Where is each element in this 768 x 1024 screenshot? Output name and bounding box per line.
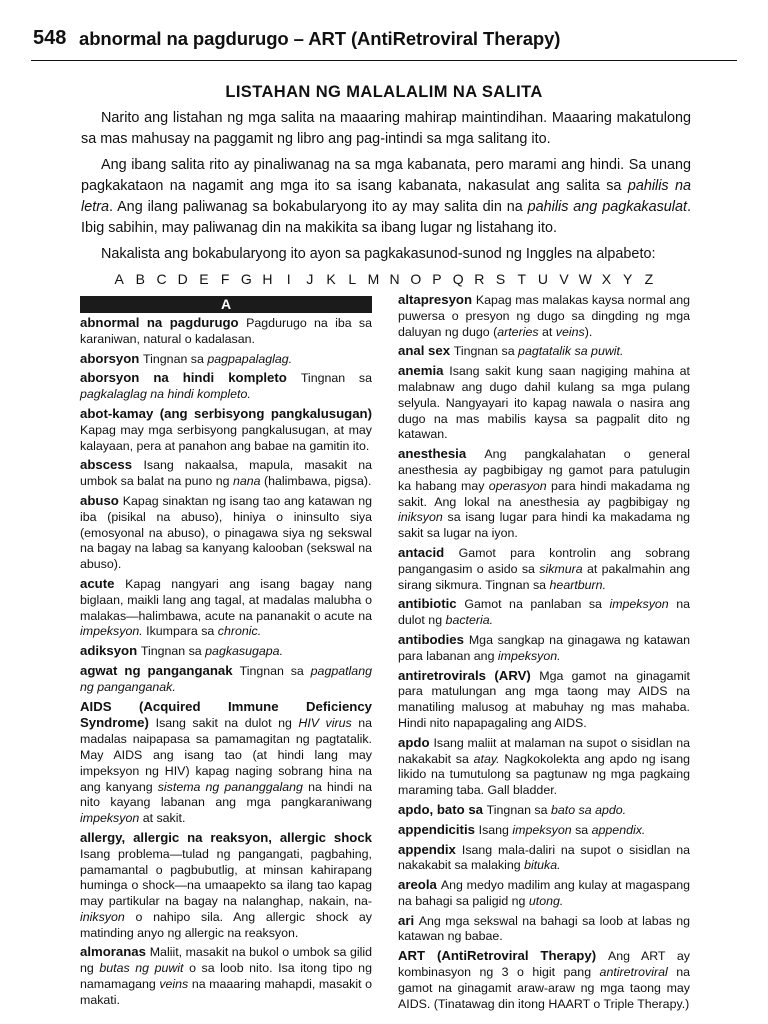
cross-reference: arteries [497, 324, 539, 339]
glossary-definition: Mga sangkap na ginagawa ng katawan para labanan ang [398, 632, 690, 663]
alphabet-letter: Z [644, 271, 654, 287]
glossary-definition: Ang medyo madilim ang kulay at magaspang na bahagi sa paligid ng [398, 878, 690, 908]
alphabet-letter: E [199, 271, 209, 287]
alphabet-letter: N [389, 271, 400, 287]
glossary-term: ari [398, 912, 415, 928]
alphabet-letter: M [367, 271, 380, 287]
glossary-definition: o sa loob nito. Isa itong tipo ng namamagang [80, 961, 372, 992]
glossary-term: abnormal na pagdurugo [80, 315, 239, 330]
cross-reference: utong. [528, 893, 564, 908]
cross-reference: chronic. [217, 624, 262, 639]
alphabet-letter: Q [452, 271, 464, 287]
alphabet-letter: R [474, 271, 485, 287]
glossary-term: ART (AntiRetroviral Therapy) [398, 948, 597, 964]
alphabet-letter: L [348, 271, 357, 287]
cross-reference: operasyon [488, 478, 547, 493]
glossary-definition: Ang mga sekswal na bahagi sa loob at labas ng katawan ng babae. [398, 913, 690, 944]
glossary-definition: at sakit. [142, 811, 186, 826]
alphabet-letter: K [326, 271, 336, 287]
cross-reference: atay. [473, 751, 500, 766]
alphabet-letter: S [495, 271, 506, 287]
glossary-definition: Isang maliit at malaman na supot o sisidlan na nakakabit sa [398, 735, 690, 766]
cross-reference: appendix. [591, 822, 646, 837]
cross-reference: impeksyon [512, 822, 572, 837]
glossary-term: antiretrovirals (ARV) [398, 667, 531, 683]
glossary-entry [80, 663, 372, 696]
glossary-term: anemia [398, 363, 444, 379]
glossary-entry [80, 643, 372, 660]
cross-reference: antiretroviral [599, 965, 668, 980]
glossary-entry [398, 446, 690, 542]
glossary-definition: Nagkokolekta ang apdo ng isang likido na tumutulong sa pagtunaw ng mga pagkaing maraming taba. Gall bladder. [398, 751, 690, 798]
cross-reference: bacteria. [445, 613, 494, 628]
glossary-definition: at pakalmahin ang sirang sikmura. Tingnan sa [398, 561, 690, 592]
alphabet-letter: P [432, 271, 442, 287]
glossary-term: apdo, bato sa [398, 801, 483, 817]
glossary-definition: o nahipo sila. Ang allergic shock ay matinding anyo ng allergic na reaksyon. [80, 909, 372, 940]
alphabet-letter: Y [622, 271, 633, 287]
glossary-term: apdo [398, 734, 430, 750]
glossary-definition: Isang nakaalsa, mapula, masakit na umbok sa balat na puno ng [80, 458, 372, 489]
glossary-definition: Tingnan sa [486, 802, 548, 817]
glossary-term: abscess [80, 457, 133, 473]
glossary-entry [398, 363, 690, 443]
glossary-definition: Maliit, masakit na bukol o umbok sa gilid ng [80, 945, 372, 976]
section-letter-header: A [80, 296, 372, 313]
cross-reference: sistema ng pananggalang [157, 779, 303, 794]
cross-reference: nana [232, 474, 261, 489]
alphabet-letter: H [262, 271, 273, 287]
glossary-entry [398, 343, 690, 360]
page-header [31, 26, 737, 61]
glossary-definition: Mga gamot na ginagamit para matulungan ang mga taong may AIDS na manatiling malusog at mabuhay ng mas mahaba. Hindi nito napapagaling ang AIDS. [398, 668, 690, 730]
cross-reference: iniksyon [398, 510, 443, 525]
alphabet-letter: A [114, 271, 124, 287]
cross-reference: HIV virus [298, 716, 352, 731]
glossary-entry [80, 493, 372, 573]
glossary-term: anal sex [398, 343, 451, 359]
glossary-definition: Gamot para kontrolin ang sobrang pangangasim o asido sa [398, 545, 690, 576]
glossary-definition: Kapag sinaktan ng isang tao ang katawan ng iba (pisikal na abuso), hiniya o ininsulto siya (emosyonal na abuso), o pinagawa siya ng sekswal na bagay na labag sa kanyang kalooban (sekswal na abuso). [80, 493, 372, 572]
glossary-definition: sa isang lugar para hindi ka makadama ng sakit sa lugar na iyon. [398, 510, 690, 541]
glossary-definition: Isang [478, 822, 509, 837]
glossary-entry [80, 406, 372, 454]
cross-reference: impeksyon [80, 811, 140, 826]
glossary-definition: na madalas naipapasa sa pamamagitan ng pagtatalik. May AIDS ang isang tao (at hindi lang may impeksyon ng HIV) kapag naging sobrang hina na ang kanyang [80, 716, 373, 794]
glossary-definition: Tingnan sa [140, 644, 202, 659]
cross-reference: impeksyon [609, 597, 669, 612]
glossary-entry [398, 735, 690, 799]
glossary-entry [398, 842, 690, 875]
glossary-definition: Tingnan sa [143, 351, 204, 366]
cross-reference: impeksyon. [497, 648, 561, 663]
glossary-term: AIDS (Acquired Immune Deficiency Syndrome) [80, 698, 372, 731]
cross-reference: bituka. [524, 858, 561, 873]
glossary-term: antibodies [398, 631, 464, 647]
glossary-definition: Gamot na panlaban sa [464, 597, 602, 612]
intro-paragraph-3: Nakalista ang bokabularyong ito ayon sa pagkakasunod-sunod ng Inggles na alpabeto: [101, 246, 656, 262]
glossary-term: almoranas [80, 944, 146, 960]
glossary-definition: na dulot ng [398, 597, 690, 628]
running-title: abnormal na pagdurugo – ART (AntiRetroviral Therapy) [79, 28, 561, 49]
cross-reference: pagkalaglag na hindi kompleto. [80, 387, 251, 402]
glossary-term: appendix [398, 841, 456, 857]
alphabet-letter: X [601, 271, 612, 287]
glossary-entry [80, 457, 372, 490]
glossary-term: acute [80, 575, 115, 591]
glossary-entry [398, 822, 690, 839]
cross-reference: butas ng puwit [99, 961, 184, 976]
cross-reference: impeksyon. [80, 624, 143, 639]
glossary-term: antacid [398, 544, 445, 560]
glossary-entry [80, 944, 372, 1008]
glossary-entry [398, 802, 690, 819]
intro-section [81, 108, 691, 270]
glossary-definition: Tingnan sa [453, 344, 515, 359]
cross-reference: pagtatalik sa puwit. [518, 344, 624, 359]
glossary-column-left [80, 296, 372, 1012]
glossary-definition: Isang mala-daliri na supot o sisidlan na nakakabit sa malaking [398, 842, 690, 873]
glossary-entry [398, 877, 690, 910]
glossary-definition: Kapag may mga serbisyong pangkalusugan, at may kalayaan, pera at panahon ang babae na gamitin ito. [80, 422, 372, 453]
glossary-definition: Ang ART ay kombinasyon ng 3 o higit pang [398, 949, 690, 980]
glossary-term: allergy, allergic na reaksyon, allergic shock [80, 829, 372, 845]
glossary-term: antibiotic [398, 596, 457, 612]
glossary-entry [398, 948, 690, 1012]
alphabet-letter: J [306, 271, 314, 287]
glossary-entry [80, 351, 372, 368]
glossary-definition: Ang pangkalahatan o general anesthesia ay pagbibigay ng gamot para patulugin ka habang may [398, 447, 690, 493]
glossary-definition: na gamot na ginagamit araw-araw ng mga taong may AIDS. (Tinatawag din itong HAART o Triple Therapy.) [398, 965, 690, 1011]
alphabet-letter: F [220, 271, 230, 287]
glossary-entry [398, 632, 690, 665]
alphabet-index [0, 271, 768, 287]
glossary-definition: ). [584, 324, 593, 339]
glossary-definition: na maaaring mahapdi, masakit o makati. [80, 977, 372, 1007]
glossary-term: abuso [80, 492, 119, 508]
alphabet-letter: B [135, 271, 146, 287]
intro-paragraph-2: Ang ibang salita rito ay pinaliwanag na sa mga kabanata, pero marami ang hindi. Sa unang pagkakataon na nagamit ang mga ito sa isang kabanata, nakasulat ang salita sa pahilis na letra. Ang ilang paliwanag sa bokabularyong ito ay may salita din na pahilis ang pagkakasulat. Ibig sabihin, may paliwanag din na makikita sa ibang lugar ng listahang ito. [81, 157, 692, 236]
glossary-definition: Ikumpara sa [146, 624, 215, 639]
alphabet-letter: I [286, 271, 291, 287]
alphabet-letter: V [559, 271, 569, 287]
alphabet-letter: W [578, 271, 592, 287]
cross-reference: heartburn. [549, 577, 607, 592]
glossary-term: adiksyon [80, 643, 138, 659]
cross-reference: iniksyon [80, 909, 125, 924]
glossary-definition: (halimbawa, pigsa). [263, 474, 372, 489]
alphabet-letter: T [517, 271, 526, 287]
glossary-entry [80, 699, 372, 827]
glossary-entry [80, 370, 372, 403]
glossary-definition: at [542, 324, 553, 339]
glossary-definition: Kapag nangyari ang isang bagay nang biglaan, maikli lang ang tagal, at madalas malubha o malakas—halimbawa, acute na pananakit o acute na [80, 576, 372, 623]
glossary-definition: Pagdurugo na iba sa karaniwan, natural o kadalasan. [80, 316, 372, 346]
alphabet-letter: C [156, 271, 167, 287]
glossary-definition: Isang problema—tulad ng pangangati, pagbahing, pamamantal o pagbubutlig, at minsan kahirapang huminga o shock—na umaapekto sa ilang tao kapag may partikular na bagay na nalanghap, nakain, na- [80, 846, 372, 909]
cross-reference: pagpatlang ng panganganak. [80, 663, 372, 694]
glossary-definition: Isang sakit na dulot ng [155, 716, 292, 731]
alphabet-letter: G [240, 271, 252, 287]
page-title: LISTAHAN NG MALALALIM NA SALITA [225, 83, 543, 101]
alphabet-letter: O [410, 271, 422, 287]
glossary-entry [398, 292, 690, 340]
glossary-term: areola [398, 877, 437, 893]
glossary-definition: Tingnan sa [300, 371, 372, 386]
page-number: 548 [33, 27, 67, 49]
glossary-entry [398, 913, 690, 946]
glossary-term: agwat ng panganganak [80, 662, 233, 678]
alphabet-letter: D [177, 271, 188, 287]
glossary-term: aborsyon na hindi kompleto [80, 370, 287, 386]
cross-reference: veins [159, 977, 189, 992]
intro-paragraph-1: Narito ang listahan ng mga salita na maaaring mahirap maintindihan. Maaaring makatulong sa mas mahusay na paggamit ng libro ang pag-intindi sa mga salitang ito. [81, 110, 691, 147]
glossary-definition: sa [575, 822, 589, 837]
glossary-entry [398, 545, 690, 593]
cross-reference: pagpapalaglag. [207, 351, 293, 366]
glossary-definition: para hindi makadama ng sakit. Ang lokal na anesthesia ay pagbibigay ng [398, 478, 690, 509]
glossary-entry [80, 576, 372, 640]
glossary-term: altapresyon [398, 292, 473, 307]
glossary-entry [80, 315, 372, 348]
glossary-definition: Kapag mas malakas kaysa normal ang puwersa o presyon ng dugo sa dingding ng mga daluyan ng dugo ( [398, 293, 690, 339]
glossary-entry [398, 668, 690, 732]
glossary-column-right [398, 292, 690, 1015]
glossary-term: aborsyon [80, 350, 140, 366]
glossary-definition: na hindi na nito kayang labanan ang mga pangkaraniwang [80, 779, 372, 810]
glossary-entry [80, 830, 372, 942]
glossary-definition: Tingnan sa [239, 663, 304, 678]
cross-reference: veins [555, 324, 585, 339]
cross-reference: pagkasugapa. [205, 644, 284, 659]
glossary-term: anesthesia [398, 446, 467, 462]
glossary-entry [398, 596, 690, 629]
glossary-definition: Isang sakit kung saan nagiging mahina at malabnaw ang dugo dahil kulang sa mga pulang selyula. Nangyayari ito kapag nawala o nasira ang dugo na mas mabilis kaysa sa pagpalit dito ng katawan. [398, 364, 690, 442]
alphabet-letter: U [537, 271, 548, 287]
cross-reference: bato sa apdo. [550, 802, 627, 817]
glossary-term: appendicitis [398, 821, 475, 837]
glossary-term: abot-kamay (ang serbisyong pangkalusugan) [80, 405, 372, 421]
cross-reference: sikmura [539, 561, 583, 576]
